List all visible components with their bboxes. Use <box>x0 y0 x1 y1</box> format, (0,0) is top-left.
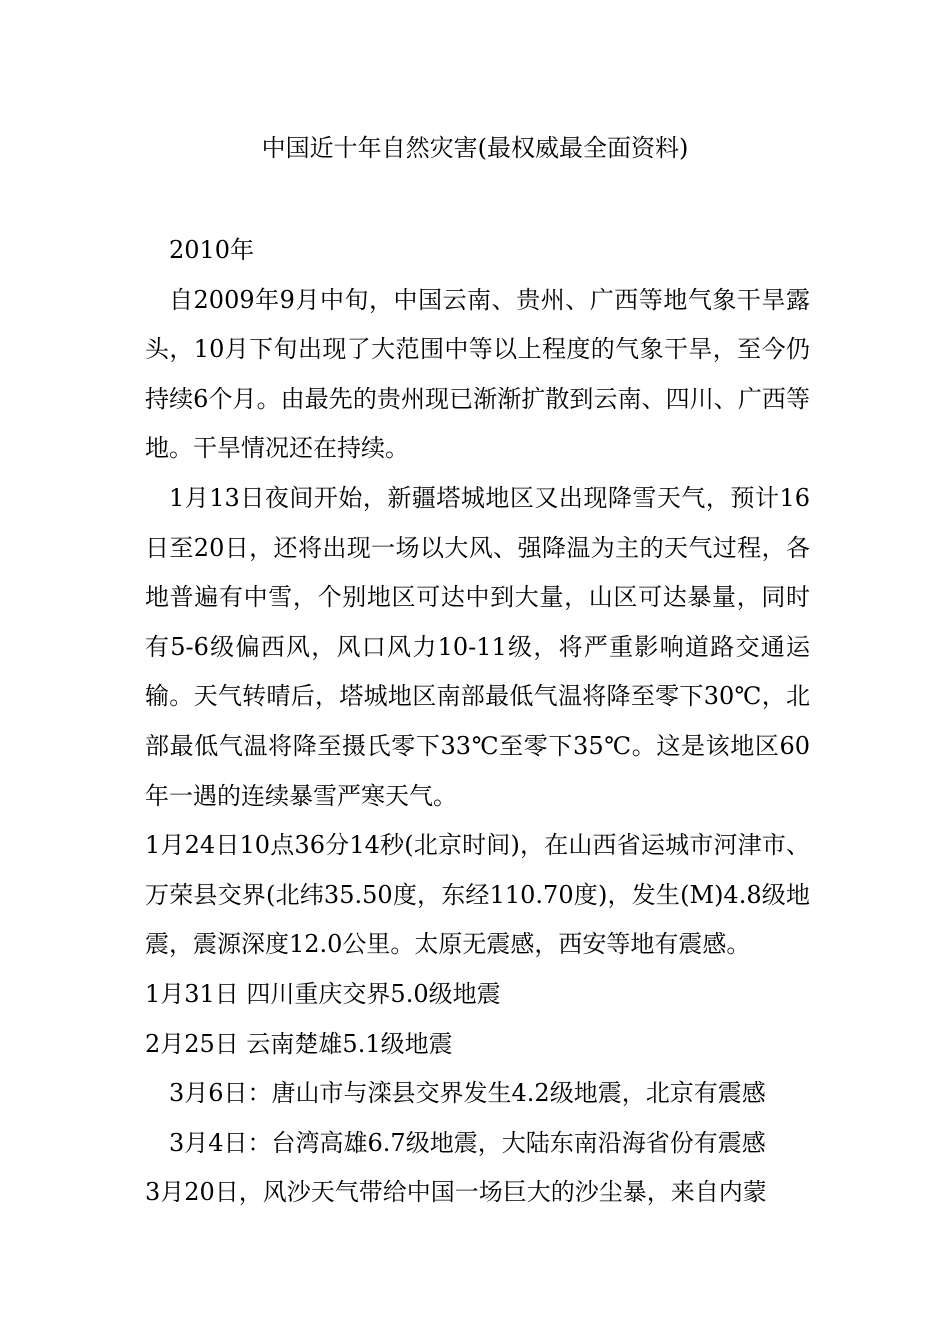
document-body <box>145 226 810 1218</box>
document-title: 中国近十年自然灾害(最权威最全面资料) <box>261 134 689 162</box>
paragraph-year-heading: 2010年 <box>169 236 255 264</box>
paragraph-tangshan-earthquake: 3月6日：唐山市与滦县交界发生4.2级地震，北京有震感 <box>169 1079 766 1108</box>
paragraph-yunnan-earthquake: 2月25日 云南楚雄5.1级地震 <box>145 1029 453 1058</box>
paragraph-shanxi-earthquake: 1月24日10点36分14秒(北京时间)，在山西省运城市河津市、万荣县交界(北纬35.50度，东经110.70度)，发生(M)4.8级地震，震源深度12.0公里。太原无震感，西安等地有震感。 <box>145 831 810 959</box>
paragraph-drought: 自2009年9月中旬，中国云南、贵州、广西等地气象干旱露头，10月下旬出现了大范围中等以上程度的气象干旱，至今仍持续6个月。由最先的贵州现已渐渐扩散到云南、四川、广西等地。干旱情况还在持续。 <box>145 285 810 463</box>
paragraph-xinjiang-snow: 1月13日夜间开始，新疆塔城地区又出现降雪天气，预计16日至20日，还将出现一场以大风、强降温为主的天气过程，各地普遍有中雪，个别地区可达中到大量，山区可达暴量，同时有5-6级偏西风，风口风力10-11级，将严重影响道路交通运输。天气转晴后，塔城地区南部最低气温将降至零下30℃，北部最低气温将降至摄氏零下33℃至零下35℃。这是该地区60年一遇的连续暴雪严寒天气。 <box>145 483 810 810</box>
paragraph-sichuan-chongqing-earthquake: 1月31日 四川重庆交界5.0级地震 <box>145 979 501 1008</box>
paragraph-sandstorm: 3月20日，风沙天气带给中国一场巨大的沙尘暴，来自内蒙 <box>145 1178 767 1207</box>
paragraph-taiwan-earthquake: 3月4日：台湾高雄6.7级地震，大陆东南沿海省份有震感 <box>169 1128 766 1157</box>
